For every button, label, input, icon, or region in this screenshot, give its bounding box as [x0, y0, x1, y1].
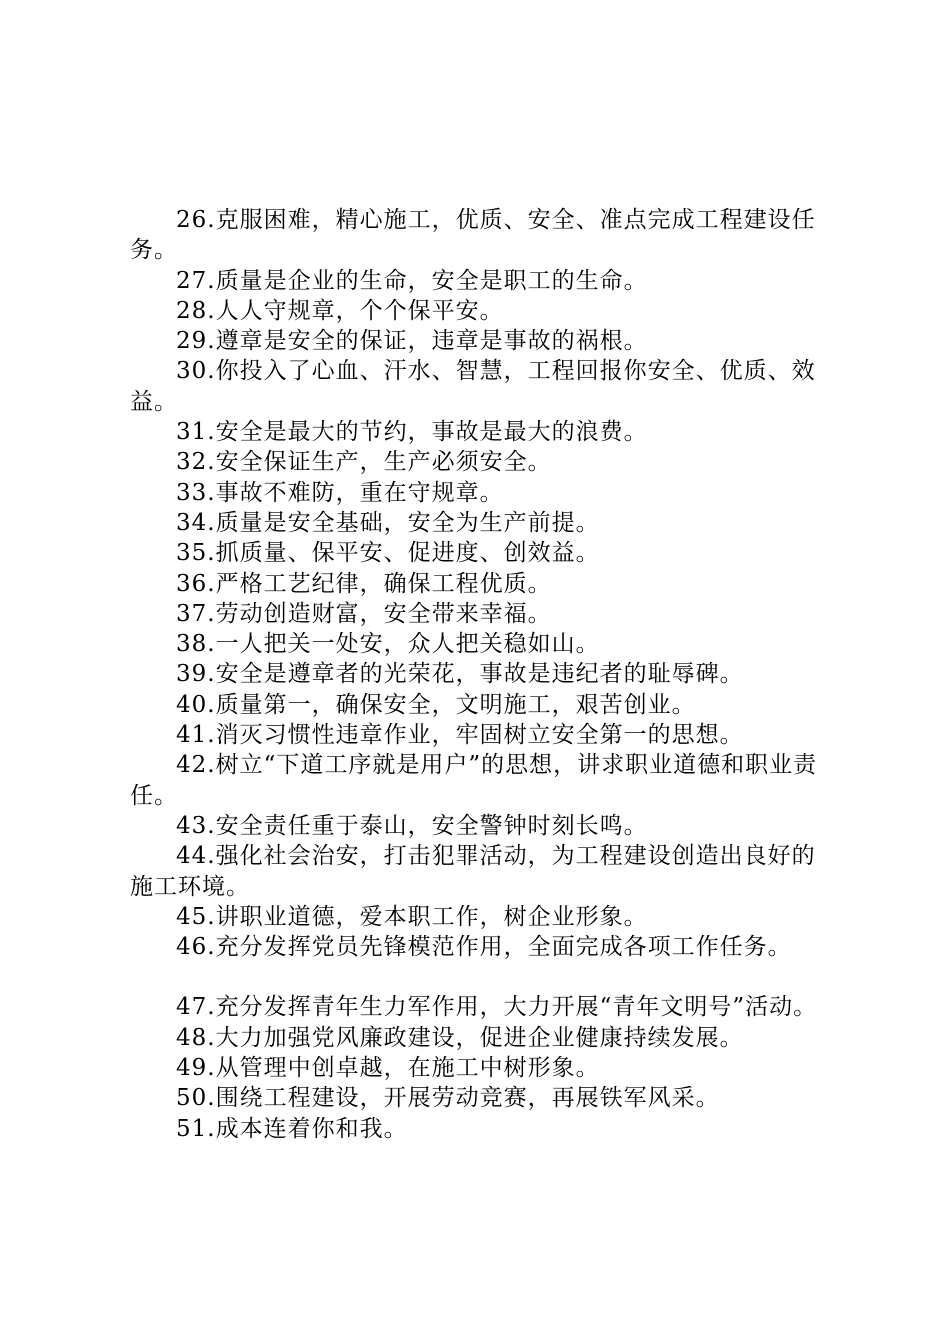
list-item — [130, 538, 830, 568]
item-number: 40. — [176, 691, 216, 718]
item-text: 围绕工程建设，开展劳动竞赛，再展铁军风采。 — [215, 1085, 720, 1112]
list-item — [130, 447, 830, 477]
item-number: 44. — [176, 843, 216, 870]
list-item — [130, 326, 830, 356]
list-item — [130, 690, 830, 720]
item-number: 48. — [176, 1024, 216, 1051]
item-text: 一人把关一处安，众人把关稳如山。 — [215, 631, 600, 658]
list-item — [130, 478, 830, 508]
item-text: 安全是遵章者的光荣花，事故是违纪者的耻辱碑。 — [215, 661, 744, 688]
item-number: 45. — [176, 903, 216, 930]
item-text: 强化社会治安，打击犯罪活动，为工程建设创造出良好的施工环境。 — [130, 843, 816, 900]
list-item — [130, 1053, 830, 1083]
item-text: 质量是企业的生命，安全是职工的生命。 — [215, 267, 648, 294]
item-text: 消灭习惯性违章作业，牢固树立安全第一的思想。 — [215, 722, 744, 749]
item-text: 成本连着你和我。 — [215, 1115, 408, 1142]
item-number: 49. — [176, 1055, 216, 1082]
list-item — [130, 720, 830, 750]
list-item — [130, 1114, 830, 1144]
item-text: 大力加强党风廉政建设，促进企业健康持续发展。 — [215, 1024, 744, 1051]
item-text: 安全是最大的节约，事故是最大的浪费。 — [215, 419, 648, 446]
item-text: 事故不难防，重在守规章。 — [215, 479, 504, 506]
item-number: 46. — [176, 934, 216, 961]
item-number: 37. — [176, 600, 216, 627]
list-item — [130, 417, 830, 447]
item-text: 安全保证生产，生产必须安全。 — [215, 449, 552, 476]
list-item — [130, 508, 830, 538]
list-item — [130, 266, 830, 296]
item-number: 34. — [176, 509, 216, 536]
item-text: 抓质量、保平安、促进度、创效益。 — [215, 540, 600, 567]
item-number: 41. — [176, 722, 216, 749]
list-item — [130, 205, 830, 266]
item-text: 遵章是安全的保证，违章是事故的祸根。 — [215, 328, 648, 355]
item-text: 质量第一，确保安全，文明施工，艰苦创业。 — [215, 691, 696, 718]
item-number: 36. — [176, 570, 216, 597]
item-text: 质量是安全基础，安全为生产前提。 — [215, 509, 600, 536]
item-text: 充分发挥青年生力军作用，大力开展“青年文明号”活动。 — [215, 994, 818, 1021]
item-number: 29. — [176, 328, 216, 355]
item-text: 充分发挥党员先锋模范作用，全面完成各项工作任务。 — [215, 934, 792, 961]
list-item — [130, 659, 830, 689]
list-item — [130, 811, 830, 841]
slogan-list — [130, 205, 830, 1144]
item-number: 39. — [176, 661, 216, 688]
item-number: 26. — [176, 207, 216, 233]
list-item — [130, 629, 830, 659]
item-text: 从管理中创卓越，在施工中树形象。 — [215, 1055, 600, 1082]
item-number: 42. — [176, 752, 216, 779]
list-item — [130, 599, 830, 629]
item-number: 50. — [176, 1085, 216, 1112]
item-number: 32. — [176, 449, 216, 476]
item-number: 43. — [176, 812, 216, 839]
list-item — [130, 356, 830, 417]
item-number: 47. — [176, 994, 216, 1021]
item-text: 劳动创造财富，安全带来幸福。 — [215, 600, 552, 627]
list-item — [130, 902, 830, 932]
list-item — [130, 750, 830, 811]
list-item — [130, 841, 830, 902]
list-item — [130, 1023, 830, 1053]
item-text: 讲职业道德，爱本职工作，树企业形象。 — [215, 903, 648, 930]
list-item — [130, 1083, 830, 1113]
item-number: 35. — [176, 540, 216, 567]
item-number: 30. — [176, 358, 216, 385]
item-number: 38. — [176, 631, 216, 658]
list-item — [130, 932, 830, 962]
list-item — [130, 569, 830, 599]
item-number: 31. — [176, 419, 216, 446]
item-number: 27. — [176, 267, 216, 294]
item-text: 克服困难，精心施工，优质、安全、准点完成工程建设任务。 — [130, 207, 816, 264]
item-number: 33. — [176, 479, 216, 506]
list-item — [130, 296, 830, 326]
item-text: 你投入了心血、汗水、智慧，工程回报你安全、优质、效益。 — [130, 358, 816, 415]
item-number: 51. — [176, 1115, 216, 1142]
item-text: 严格工艺纪律，确保工程优质。 — [215, 570, 552, 597]
item-number: 28. — [176, 297, 216, 324]
item-text: 人人守规章，个个保平安。 — [215, 297, 504, 324]
list-item — [130, 992, 830, 1022]
item-text: 安全责任重于泰山，安全警钟时刻长鸣。 — [215, 812, 648, 839]
item-text: 树立“下道工序就是用户”的思想，讲求职业道德和职业责任。 — [130, 752, 818, 809]
